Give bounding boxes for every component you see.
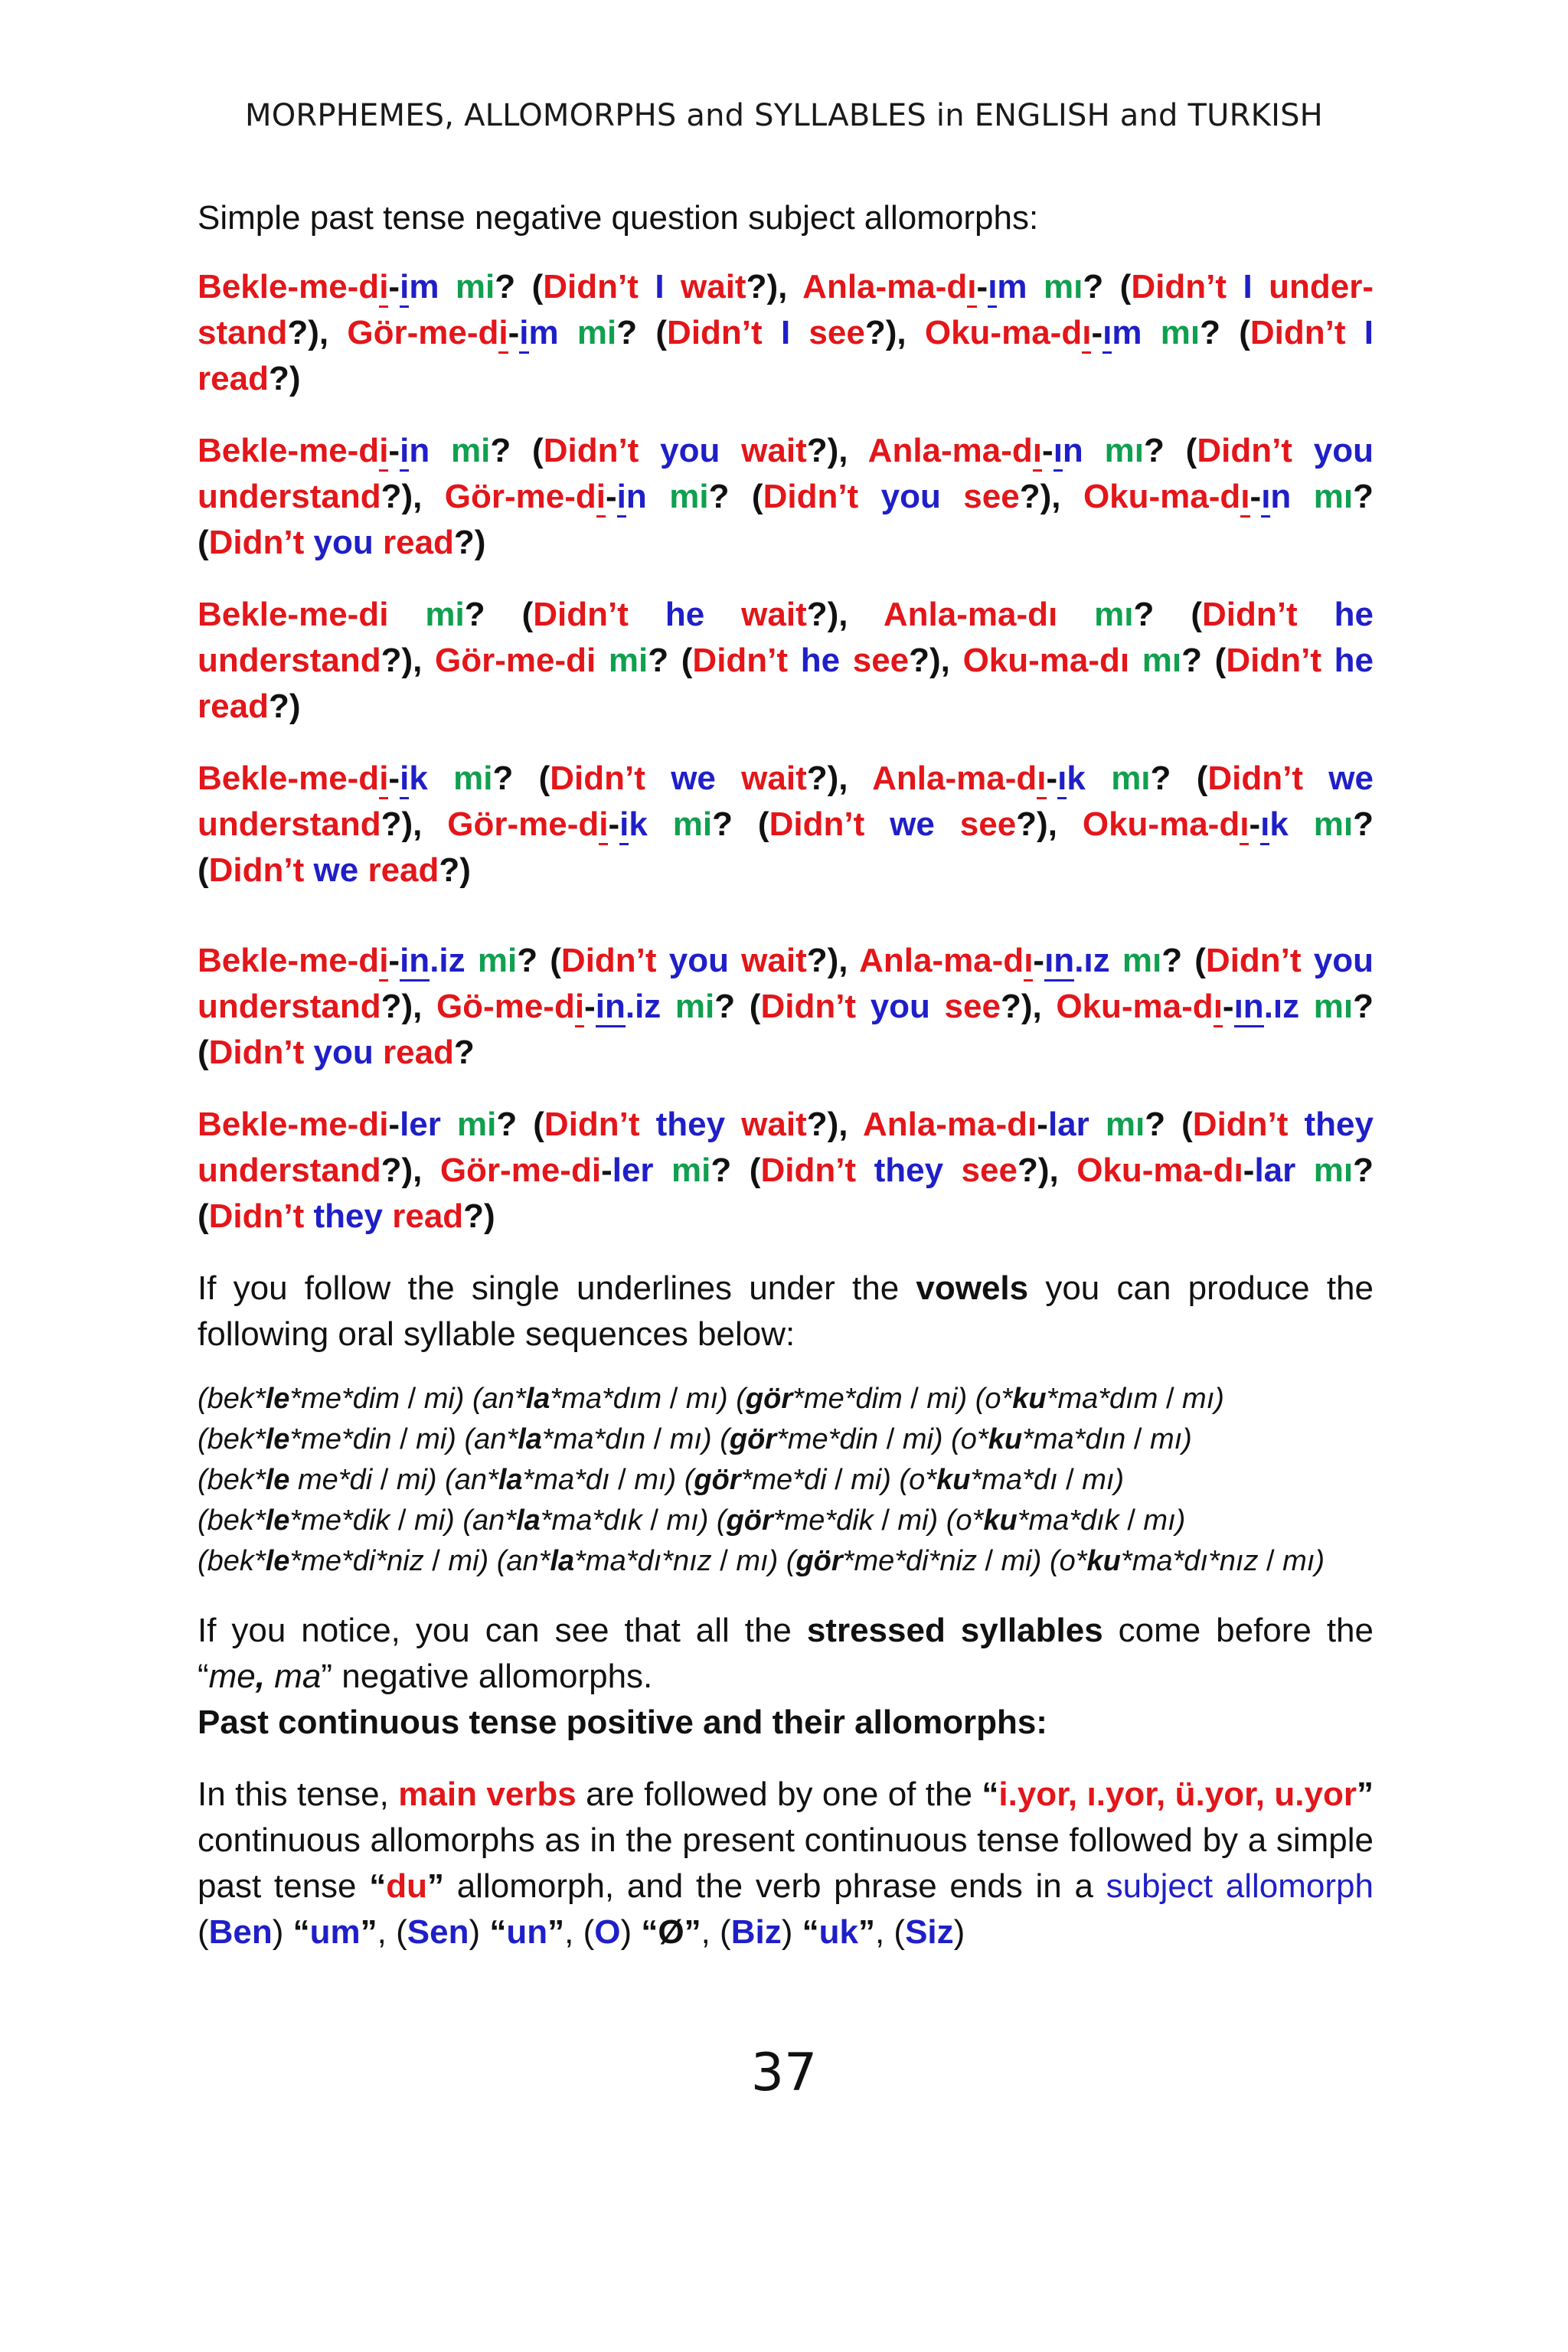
text-segment: ?), (806, 942, 860, 979)
text-segment: ? ( (1161, 942, 1206, 979)
text-segment: m (528, 314, 559, 351)
text-segment (1289, 805, 1314, 843)
text-segment: Bekle-me-di (198, 596, 389, 633)
text-segment: ?), (864, 314, 925, 351)
text-segment: mi (453, 760, 493, 797)
text-segment: Didn’t (543, 268, 655, 305)
text-segment: - (1042, 432, 1054, 469)
running-header: MORPHEMES, ALLOMORPHS and SYLLABLES in ENGLISH and TURKISH (245, 98, 1323, 133)
text-segment: ?) (268, 360, 301, 397)
text-segment: ? ( (710, 1152, 761, 1189)
text-segment: Bekle-me-d (198, 942, 380, 979)
syllable-line-1: (bek*le*me*dim / mi) (an*la*ma*dım / mı) (gör*me*dim / mi) (o*ku*ma*dım / mı) (198, 1383, 1224, 1415)
text-segment: Didn’t (550, 760, 671, 797)
text-segment: k (629, 805, 648, 843)
text-segment: ı (1214, 988, 1223, 1027)
text-segment: Didn’t (1207, 760, 1329, 797)
text-segment: ı (967, 268, 976, 308)
text-segment (596, 642, 609, 679)
text-segment: you (668, 942, 729, 979)
text-segment: - (388, 1106, 400, 1143)
text-segment: Anla-ma-d (802, 268, 968, 305)
notice-text-pre: If you notice, you can see that all the (198, 1612, 807, 1649)
text-segment: lar (1254, 1152, 1296, 1189)
text-segment: Didn’t (208, 524, 314, 561)
text-segment: mı (1142, 642, 1182, 679)
text-segment: ı (1057, 760, 1067, 799)
text-segment (1129, 642, 1142, 679)
text-segment: Bekle-me-di (198, 1106, 389, 1143)
text-segment: n (409, 432, 430, 469)
text-segment: ? ( (1200, 314, 1250, 351)
text-segment (661, 988, 675, 1025)
text-segment (1299, 988, 1314, 1025)
text-segment: Didn’t (692, 642, 801, 679)
text-segment: Didn’t (208, 1034, 314, 1071)
text-segment: ? ( (496, 1106, 544, 1143)
section-intro: Simple past tense negative question subject allomorphs: (198, 199, 1039, 237)
text-segment: - (1033, 942, 1045, 979)
text-segment: Oku-ma-dı (1076, 1152, 1243, 1189)
text-segment: k (1067, 760, 1086, 797)
text-segment: mi (675, 988, 715, 1025)
example-paragraph-3rd-singular (198, 592, 1374, 730)
text-segment (1142, 314, 1160, 351)
text-segment (388, 596, 425, 633)
text-segment: ?), (381, 805, 448, 843)
text-segment: we (671, 760, 716, 797)
text-segment: i (596, 478, 606, 518)
text-segment: ı (1082, 314, 1091, 354)
text-segment: Didn’t (1131, 268, 1243, 305)
text-segment: ?), (746, 268, 803, 305)
text-segment (430, 432, 451, 469)
text-segment: m (409, 268, 439, 305)
text-segment (1295, 1152, 1314, 1189)
vowels-text-post: you can produce the following oral syllable sequences below: (198, 1269, 1374, 1353)
text-segment: - (606, 478, 617, 515)
text-segment: read (383, 1197, 464, 1235)
text-segment: ? ( (198, 478, 1374, 561)
text-segment: mi (451, 432, 491, 469)
text-segment: ?), (806, 596, 884, 633)
text-segment: - (1046, 760, 1058, 797)
text-segment: ? ( (1083, 268, 1132, 305)
example-paragraph-3rd-plural (198, 1102, 1374, 1240)
text-segment (439, 268, 455, 305)
text-segment (466, 942, 478, 979)
text-segment: ?), (909, 642, 963, 679)
text-segment: - (1249, 805, 1261, 843)
text-segment: Didn’t (544, 1106, 656, 1143)
text-segment: Bekle-me-d (198, 760, 380, 797)
text-segment: ler (400, 1106, 441, 1143)
text-segment: .iz (625, 988, 662, 1025)
section-heading-past-continuous: Past continuous tense positive and their allomorphs: (198, 1704, 1047, 1741)
text-segment: ı (1261, 478, 1270, 518)
vowels-paragraph (198, 1266, 1374, 1357)
text-segment: n (626, 478, 647, 515)
text-segment: ? ( (490, 432, 544, 469)
text-segment: ? ( (714, 988, 761, 1025)
text-segment (654, 1152, 672, 1189)
text-segment: .ız (1263, 988, 1300, 1025)
text-segment: lar (1047, 1106, 1089, 1143)
text-segment: see (790, 314, 865, 351)
text-segment: ? ( (1150, 760, 1208, 797)
text-segment: ın (1044, 942, 1074, 982)
syllable-line-4: (bek*le*me*dik / mi) (an*la*ma*dık / mı) (gör*me*dik / mi) (o*ku*ma*dık / mı) (198, 1504, 1186, 1537)
text-segment: I (1364, 314, 1374, 351)
text-segment: he (800, 642, 841, 679)
text-segment (1057, 596, 1094, 633)
text-segment: ı (1037, 760, 1046, 799)
text-segment: Oku-ma-d (924, 314, 1083, 351)
text-segment: ? ( (616, 314, 668, 351)
text-segment: Oku-ma-dı (962, 642, 1130, 679)
text-segment: wait (715, 760, 807, 797)
text-segment: ?), (806, 760, 873, 797)
text-segment: - (388, 432, 400, 469)
text-segment: ? ( (198, 988, 1374, 1071)
text-segment: mı (1313, 988, 1354, 1025)
text-segment: wait (664, 268, 746, 305)
text-segment: ? ( (495, 268, 544, 305)
text-segment: in (596, 988, 626, 1027)
text-segment: ?) (439, 851, 471, 889)
text-segment: Didn’t (667, 314, 781, 351)
text-segment: ?) (268, 688, 301, 725)
text-segment: read (198, 688, 269, 725)
text-segment: Bekle-me-d (198, 432, 380, 469)
text-segment: Anla-ma-d (872, 760, 1037, 797)
text-segment: ı (1240, 805, 1249, 845)
text-segment: Gör-me-d (447, 805, 599, 843)
example-paragraph-1st-plural (198, 756, 1374, 893)
text-segment (1291, 478, 1313, 515)
text-segment: they (313, 1197, 383, 1235)
text-segment: mi (425, 596, 465, 633)
text-segment: mi (477, 942, 518, 979)
text-segment: - (976, 268, 988, 305)
example-paragraph-2nd-singular (198, 428, 1374, 566)
text-segment: wait (704, 596, 807, 633)
text-segment (647, 478, 669, 515)
text-segment: ? (453, 1034, 475, 1071)
text-segment: mı (1313, 1152, 1354, 1189)
text-segment: ?), (1019, 478, 1083, 515)
text-segment: Oku-ma-d (1056, 988, 1214, 1025)
text-segment: i (617, 478, 626, 518)
text-segment: understand (198, 1152, 381, 1189)
text-segment: mı (1313, 478, 1354, 515)
text-segment: - (388, 760, 400, 797)
text-segment: he (1334, 596, 1374, 633)
text-segment: - (508, 314, 520, 351)
page-number: 37 (750, 2043, 818, 2103)
text-segment: you (880, 478, 941, 515)
text-segment: mı (1313, 805, 1354, 843)
text-segment: Didn’t (760, 988, 871, 1025)
text-segment: mı (1160, 314, 1200, 351)
text-segment: i (400, 268, 409, 308)
text-segment: i (519, 314, 528, 354)
text-segment: mi (455, 268, 495, 305)
text-segment: ?) (463, 1197, 495, 1235)
text-segment: m (1112, 314, 1142, 351)
text-segment: mi (577, 314, 617, 351)
text-segment: in (400, 942, 430, 982)
text-segment: understand (198, 478, 381, 515)
text-segment: ? ( (464, 596, 534, 633)
text-segment: Didn’t (208, 851, 314, 889)
text-segment (559, 314, 577, 351)
text-segment (1089, 1106, 1106, 1143)
text-segment: mi (669, 478, 709, 515)
text-segment: mi (672, 805, 713, 843)
text-segment: Didn’t (543, 432, 661, 469)
text-segment: ?), (381, 1152, 440, 1189)
text-segment: m (997, 268, 1027, 305)
text-segment: i (498, 314, 508, 354)
text-segment: mi (456, 1106, 497, 1143)
text-segment: ?), (1017, 1152, 1077, 1189)
text-segment: ?), (806, 432, 868, 469)
text-segment: you (1313, 432, 1374, 469)
syllable-line-3: (bek*le me*di / mi) (an*la*ma*dı / mı) (gör*me*di / mi) (o*ku*ma*dı / mı) (198, 1464, 1125, 1496)
text-segment: Didn’t (769, 805, 890, 843)
text-segment: i (619, 805, 629, 845)
text-segment: ler (612, 1152, 654, 1189)
text-segment: Bekle-me-d (198, 268, 380, 305)
text-segment: read (358, 851, 439, 889)
text-segment: we (1328, 760, 1374, 797)
past-continuous-paragraph: In this tense, main verbs are followed by one of the “i.yor, ı.yor, ü.yor, u.yor” continuous allomorphs as in the present continuous tense followed by a simple past tense “du” allomorph, and the verb phrase ends in a subject allomorph (Ben) “um”, (Sen) “un”, (O) “Ø”, (Biz) “uk”, (Siz) (198, 1775, 1374, 1951)
text-segment: ? ( (198, 1152, 1374, 1235)
text-segment: Didn’t (1250, 314, 1364, 351)
vowels-text-pre: If you follow the single underlines under the (198, 1269, 916, 1307)
text-segment: he (665, 596, 705, 633)
notice-keyword: stressed syllables (806, 1612, 1103, 1649)
text-segment: ?), (806, 1106, 863, 1143)
text-segment (1110, 942, 1122, 979)
text-segment: i (379, 760, 388, 799)
text-segment: Oku-ma-d (1083, 478, 1241, 515)
text-segment: - (584, 988, 596, 1025)
text-segment (648, 805, 673, 843)
text-segment (1083, 432, 1105, 469)
syllable-sequences (198, 1379, 1374, 1582)
syllable-line-2: (bek*le*me*din / mi) (an*la*ma*dın / mı) (gör*me*din / mi) (o*ku*ma*dın / mı) (198, 1423, 1192, 1455)
text-segment: Gör-me-di (434, 642, 596, 679)
text-segment: see (840, 642, 910, 679)
text-segment: Anla-ma-d (859, 942, 1024, 979)
text-segment: they (655, 1106, 726, 1143)
text-segment: ? ( (712, 805, 769, 843)
text-segment: understand (198, 642, 381, 679)
text-segment: k (409, 760, 428, 797)
text-segment: you (1313, 942, 1374, 979)
text-segment: i (400, 760, 409, 799)
text-segment: ? ( (517, 942, 561, 979)
text-segment: - (1243, 1152, 1255, 1189)
text-segment: .iz (430, 942, 466, 979)
syllable-line-5: (bek*le*me*di*niz / mi) (an*la*ma*dı*nız / mı) (gör*me*di*niz / mi) (o*ku*ma*dı*nız / mı) (198, 1545, 1325, 1577)
text-segment: ı (1033, 432, 1042, 472)
text-segment: - (1250, 478, 1262, 515)
text-segment: k (1269, 805, 1289, 843)
text-segment: ı (1024, 942, 1033, 982)
vowels-keyword: vowels (916, 1269, 1029, 1307)
text-segment: you (313, 1034, 374, 1071)
text-segment: he (1334, 642, 1374, 679)
text-segment: Didn’t (1197, 432, 1314, 469)
notice-text-post: come before the “me, ma” negative allomorphs. (198, 1612, 1374, 1695)
text-segment: ı (988, 268, 997, 308)
text-segment: ? ( (1145, 1106, 1193, 1143)
page-body (198, 195, 1374, 1955)
text-segment: - (388, 268, 400, 305)
text-segment: ?), (381, 478, 445, 515)
text-segment: Didn’t (208, 1197, 314, 1235)
text-segment: see (929, 988, 1001, 1025)
text-segment: i (575, 988, 584, 1027)
text-segment: read (373, 524, 454, 561)
text-segment: Didn’t (1226, 642, 1334, 679)
text-segment: wait (720, 432, 807, 469)
text-segment: - (388, 942, 400, 979)
text-segment: ?), (1000, 988, 1057, 1025)
text-segment: Oku-ma-d (1082, 805, 1240, 843)
text-segment: Gör-me-di (439, 1152, 602, 1189)
text-segment: Didn’t (763, 478, 881, 515)
text-segment: ?), (381, 642, 435, 679)
text-segment: Didn’t (760, 1152, 874, 1189)
text-segment: ? ( (198, 805, 1374, 889)
text-segment: you (870, 988, 930, 1025)
text-segment: Anla-ma-d (867, 432, 1033, 469)
text-segment: understand (198, 268, 1374, 351)
text-segment: i (400, 432, 409, 472)
text-segment: i (599, 805, 608, 845)
text-segment (1027, 268, 1044, 305)
text-segment: I (780, 314, 791, 351)
text-segment: - (601, 1152, 612, 1189)
text-segment: Didn’t (1192, 1106, 1305, 1143)
text-segment: read (198, 360, 269, 397)
text-segment: Anla-ma-dı (862, 1106, 1037, 1143)
stress-notice-paragraph (198, 1608, 1374, 1700)
text-segment: Didn’t (560, 942, 669, 979)
text-segment: mı (1094, 596, 1134, 633)
text-segment (1086, 760, 1111, 797)
text-segment: i (379, 268, 388, 308)
text-segment: i (379, 942, 388, 982)
text-segment: wait (725, 1106, 807, 1143)
text-segment: ı (1240, 478, 1250, 518)
text-segment: Didn’t (1202, 596, 1334, 633)
text-segment: wait (728, 942, 807, 979)
text-segment: see (934, 805, 1017, 843)
text-segment: see (943, 1152, 1018, 1189)
text-segment: you (313, 524, 374, 561)
example-paragraph-2nd-plural (198, 938, 1374, 1076)
text-segment: ? ( (1133, 596, 1203, 633)
text-segment: ? ( (648, 642, 693, 679)
text-segment: understand (198, 988, 381, 1025)
text-segment: ?), (287, 314, 348, 351)
text-segment: - (608, 805, 620, 843)
text-segment: ı (1102, 314, 1112, 354)
text-segment: mi (608, 642, 648, 679)
text-segment: ? ( (1143, 432, 1197, 469)
text-segment: mı (1105, 1106, 1145, 1143)
text-segment: ?) (453, 524, 486, 561)
text-segment: mi (671, 1152, 711, 1189)
text-segment: see (940, 478, 1020, 515)
text-segment: Gör-me-d (444, 478, 596, 515)
text-segment: understand (198, 805, 381, 843)
text-segment: ? ( (492, 760, 550, 797)
text-segment: ? ( (1181, 642, 1227, 679)
text-segment: I (1243, 268, 1253, 305)
text-segment: Anla-ma-dı (883, 596, 1058, 633)
text-segment: ?), (1016, 805, 1083, 843)
text-segment: Didn’t (1205, 942, 1314, 979)
text-segment: n (1062, 432, 1083, 469)
text-segment: .ız (1074, 942, 1110, 979)
text-segment: mı (1104, 432, 1144, 469)
text-segment: - (1037, 1106, 1048, 1143)
text-segment: I (655, 268, 665, 305)
text-segment: we (890, 805, 935, 843)
text-segment: ı (1054, 432, 1063, 472)
text-segment: ?), (381, 988, 436, 1025)
text-segment: Didn’t (533, 596, 665, 633)
text-segment: mı (1111, 760, 1151, 797)
text-segment: n (1270, 478, 1292, 515)
text-segment: - (1091, 314, 1103, 351)
text-segment: ın (1234, 988, 1264, 1027)
text-segment: Gör-me-d (347, 314, 499, 351)
text-segment: they (1304, 1106, 1374, 1143)
text-segment: they (874, 1152, 944, 1189)
text-segment: ? ( (708, 478, 763, 515)
text-segment: mı (1044, 268, 1083, 305)
text-segment: i (379, 432, 388, 472)
example-paragraph-1st-singular (198, 264, 1374, 402)
text-segment (428, 760, 453, 797)
text-segment: - (1222, 988, 1234, 1025)
text-segment: read (373, 1034, 454, 1071)
text-segment: mı (1122, 942, 1162, 979)
text-segment: we (313, 851, 359, 889)
text-segment (441, 1106, 457, 1143)
text-segment: you (660, 432, 720, 469)
text-segment: ı (1260, 805, 1269, 845)
text-segment: Gö-me-d (436, 988, 575, 1025)
